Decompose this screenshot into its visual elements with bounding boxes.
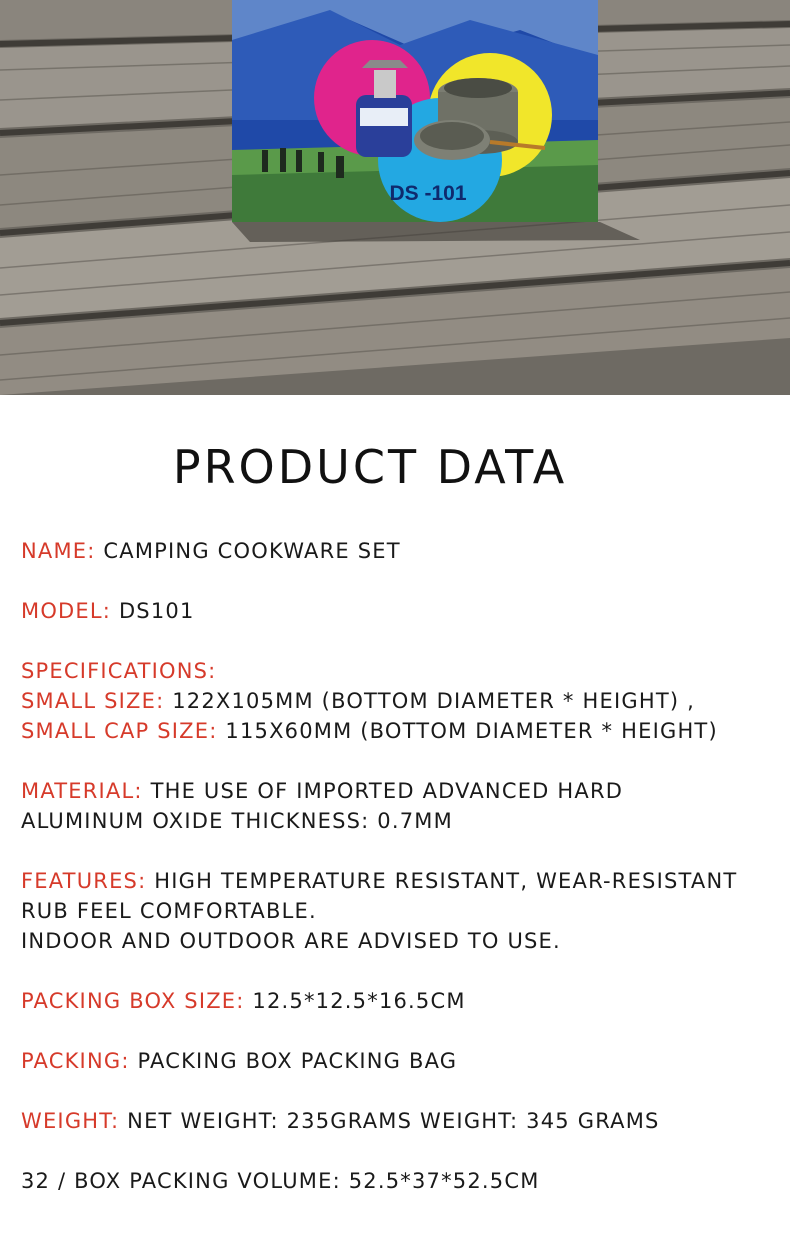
spec-small-size	[21, 686, 781, 716]
spec-weight	[21, 1106, 781, 1136]
spec-label: PACKING BOX SIZE:	[21, 989, 245, 1013]
spec-packing-box-size	[21, 986, 781, 1016]
spec-label: PACKING:	[21, 1049, 130, 1073]
spec-label: MATERIAL:	[21, 779, 143, 803]
spec-box-volume: 32 / BOX PACKING VOLUME: 52.5*37*52.5CM	[21, 1169, 540, 1193]
spec-label: NAME:	[21, 539, 96, 563]
spec-packing	[21, 1046, 781, 1076]
product-photo-illustration	[0, 0, 790, 395]
spec-label: SMALL SIZE:	[21, 689, 165, 713]
spec-value: CAMPING COOKWARE SET	[95, 539, 401, 563]
product-specs	[21, 536, 781, 1196]
spec-model	[21, 596, 781, 626]
spec-features-continued: INDOOR AND OUTDOOR ARE ADVISED TO USE.	[21, 929, 561, 953]
product-photo	[0, 0, 790, 395]
spec-value: DS101	[111, 599, 195, 623]
box-model-label: DS -101	[389, 182, 467, 205]
spec-specifications	[21, 656, 781, 686]
spec-value: THE USE OF IMPORTED ADVANCED HARD	[142, 779, 624, 803]
spec-name	[21, 536, 781, 566]
spec-features-continued: RUB FEEL COMFORTABLE.	[21, 899, 317, 923]
spec-label: WEIGHT:	[21, 1109, 120, 1133]
spec-features	[21, 866, 781, 896]
spec-material	[21, 776, 781, 806]
spec-small-cap-size	[21, 716, 781, 746]
spec-value: 12.5*12.5*16.5CM	[244, 989, 466, 1013]
spec-label: SPECIFICATIONS:	[21, 659, 217, 683]
spec-value: 115X60MM (BOTTOM DIAMETER * HEIGHT)	[217, 719, 718, 743]
spec-value: HIGH TEMPERATURE RESISTANT, WEAR-RESISTANT	[146, 869, 738, 893]
spec-label: MODEL:	[21, 599, 112, 623]
spec-label: SMALL CAP SIZE:	[21, 719, 218, 743]
page-title: PRODUCT DATA	[172, 440, 568, 494]
product-box	[232, 0, 598, 222]
spec-value: NET WEIGHT: 235GRAMS WEIGHT: 345 GRAMS	[119, 1109, 660, 1133]
spec-value: 122X105MM (BOTTOM DIAMETER * HEIGHT) ,	[164, 689, 695, 713]
spec-material-continued: ALUMINUM OXIDE THICKNESS: 0.7MM	[21, 809, 453, 833]
spec-value: PACKING BOX PACKING BAG	[129, 1049, 458, 1073]
spec-label: FEATURES:	[21, 869, 147, 893]
